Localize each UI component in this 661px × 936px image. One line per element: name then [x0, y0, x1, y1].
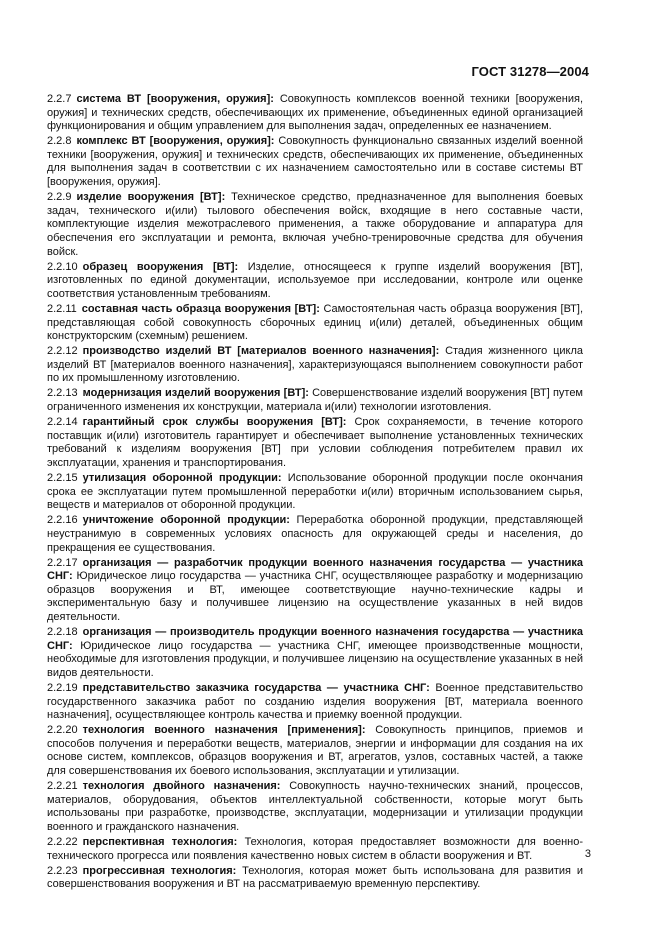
definition-text: Переработка оборонной продукции, представляющей неустранимую в современных условиях опасность для окружающей среды и населения, до прекращения ее существования.	[47, 514, 583, 554]
clause-number: 2.2.14	[47, 416, 78, 429]
term: технология двойного назначения:	[82, 780, 281, 793]
clause-number: 2.2.9	[47, 191, 72, 204]
definition-text: Срок сохраняемости, в течение которого поставщик и(или) изготовитель гарантирует и обеспечивает выполнение установленных технических требований к изделиям вооружения [ВТ] при условии соблюдения потребителем правил их эксплуатации, хранения и транспортирования.	[47, 416, 583, 469]
clause-number: 2.2.17	[47, 556, 78, 569]
definition-entry	[47, 93, 583, 134]
definitions-list	[47, 93, 583, 893]
definition-text: Технология, которая предоставляет возможности для военно-технического прогресса или появления качественно новых систем в области вооружения и ВТ.	[47, 835, 584, 862]
clause-number: 2.2.10	[47, 260, 78, 273]
definition-entry	[47, 303, 583, 344]
definition-entry	[47, 682, 583, 723]
term: перспективная технология:	[82, 835, 238, 848]
term: утилизация оборонной продукции:	[82, 472, 282, 485]
term: организация — разработчик продукции военного назначения государства — участника СНГ:	[47, 556, 583, 583]
definition-text: Совокупность научно-технических знаний, процессов, материалов, оборудования, объектов интеллектуальной собственности, которые могут быть использованы при разработке, производстве, эксплуатации, модернизации и утилизации продукции военного и гражданского назначения.	[47, 780, 583, 833]
term: прогрессивная технология:	[82, 864, 237, 877]
definition-entry	[47, 191, 583, 259]
definition-entry	[47, 345, 583, 386]
clause-number: 2.2.23	[47, 864, 78, 877]
definition-entry	[47, 626, 583, 680]
definition-entry	[47, 557, 583, 625]
definition-text: Техническое средство, предназначенное для выполнения боевых задач, технического и(или) тылового обеспечения войск, входящие в него составные части, комплектующие изделия межотраслевого применения, а также оборудование и аппаратура для обеспечения его эксплуатации и ремонта, включая учебно-тренировочные средства для обучения войск.	[47, 191, 583, 258]
page-number: 3	[584, 848, 591, 860]
clause-number: 2.2.15	[47, 472, 78, 485]
term: модернизация изделий вооружения [ВТ]:	[82, 387, 309, 400]
clause-number: 2.2.8	[47, 135, 72, 148]
definition-text: Изделие, относящееся к группе изделий вооружения [ВТ], изготовленных по единой документации, используемое при исследовании, контроле или оценке соответствия установленным требованиям.	[47, 260, 583, 300]
definition-entry	[47, 724, 583, 778]
clause-number: 2.2.12	[47, 345, 78, 358]
term: технология военного назначения [применения]:	[82, 724, 366, 737]
term: организация — производитель продукции военного назначения государства — участника СНГ:	[47, 626, 583, 652]
definition-text: Юридическое лицо государства — участника СНГ, имеющее производственные мощности, необходимые для изготовления продукции, и получившее лицензию на осуществление указанных в ней видов деятельности.	[47, 639, 584, 679]
clause-number: 2.2.16	[47, 514, 78, 527]
definition-text: Совокупность комплексов военной техники [вооружения, оружия] и технических средств, обеспечивающих их применение, объединенных единой организацией функционирования и общим управлением для выполнения задач, определенных ее назначением.	[47, 93, 583, 133]
term: уничтожение оборонной продукции:	[82, 514, 290, 527]
term: составная часть образца вооружения [ВТ]:	[81, 302, 320, 315]
definition-entry	[47, 780, 583, 834]
definition-entry	[47, 135, 583, 189]
term: представительство заказчика государства — участника СНГ:	[82, 681, 430, 694]
clause-number: 2.2.13	[47, 387, 78, 400]
definition-entry	[47, 514, 583, 555]
definition-text: Технология, которая может быть использована для развития и совершенствования вооружения и ВТ на рассматриваемую временную перспективу.	[47, 864, 583, 891]
definition-text: Самостоятельная часть образца вооружения [ВТ], представляющая собой совокупность сборочных единиц и(или) деталей, объединенных общим конструкторским (схемным) решением.	[47, 302, 584, 343]
term: гарантийный срок службы вооружения [ВТ]:	[82, 416, 347, 429]
definition-entry	[47, 416, 583, 470]
term: система ВТ [вооружения, оружия]:	[76, 93, 274, 105]
term: производство изделий ВТ [материалов военного назначения]:	[82, 345, 440, 358]
term: комплекс ВТ [вооружения, оружия]:	[76, 135, 275, 148]
definition-text: Военное представительство государственного заказчика работ по созданию изделия вооружения [ВТ, материала военного назначения], осуществляющее контроль качества и приемку военной продукции.	[47, 681, 583, 722]
term: образец вооружения [ВТ]:	[82, 260, 239, 273]
definition-entry	[47, 387, 583, 414]
document-number: ГОСТ 31278—2004	[471, 64, 589, 79]
definition-text: Совокупность принципов, приемов и способов получения и переработки веществ, материалов, энергии и информации для создания на их основе систем, комплексов, образцов вооружения и ВТ, агрегатов, узлов, составных частей, а также для совершенствования их боевого использования, эксплуатации и утилизации.	[47, 724, 583, 777]
definition-entry	[47, 865, 583, 892]
definition-text: Стадия жизненного цикла изделий ВТ [материалов военного назначения], характеризующаяся выполнением совокупности работ по их промышленному изготовлению.	[47, 345, 583, 385]
clause-number: 2.2.18	[47, 626, 78, 639]
definition-entry	[47, 472, 583, 513]
term: изделие вооружения [ВТ]:	[76, 191, 226, 204]
definition-entry	[47, 836, 583, 863]
definition-entry	[47, 261, 583, 302]
definition-text: Использование оборонной продукции после окончания срока ее эксплуатации путем промышленной переработки и(или) вторичным использованием сырья, веществ и материалов от оборонной продукции.	[47, 472, 584, 512]
clause-number: 2.2.21	[47, 780, 78, 793]
clause-number: 2.2.19	[47, 681, 78, 694]
definition-text: Юридическое лицо государства — участника СНГ, осуществляющее разработку и модернизацию образцов вооружения и ВТ, имеющее соответствующие научно-технические кадры и экспериментальную базу и получившее лицензию на осуществление указанных в ней видов деятельности.	[47, 570, 584, 623]
clause-number: 2.2.7	[47, 93, 72, 105]
definition-text: Совокупность функционально связанных изделий военной техники [вооружения, оружия] и технических средств, обеспечивающих их применение, объединенных для выполнения задач в соответствии с их назначением самостоятельно или в составе системы ВТ [вооружения, оружия].	[47, 135, 583, 189]
clause-number: 2.2.11	[47, 302, 77, 315]
clause-number: 2.2.20	[47, 724, 78, 737]
definition-text: Совершенствование изделий вооружения [ВТ] путем ограниченного изменения их конструкции, материала и(или) технологии изготовления.	[47, 387, 583, 414]
clause-number: 2.2.22	[47, 835, 78, 848]
